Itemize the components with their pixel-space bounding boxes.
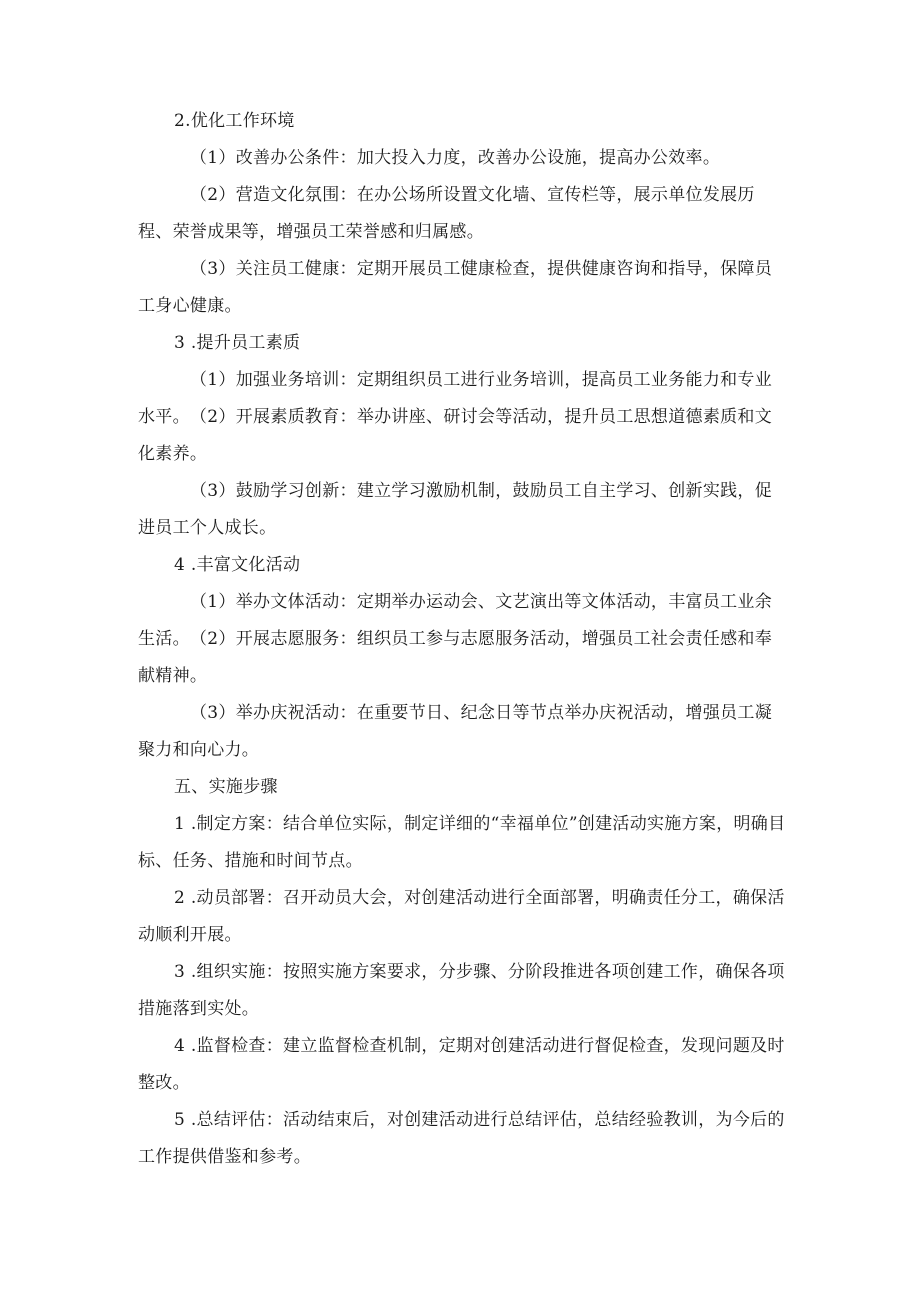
list-item-celebration: （3）举办庆祝活动：在重要节日、纪念日等节点举办庆祝活动，增强员工凝聚力和向心力。 xyxy=(138,703,773,760)
list-item-sports-activities: （1）举办文体活动：定期举办运动会、文艺演出等文体活动，丰富员工业余生活。 xyxy=(138,592,773,649)
list-item-learning-innovation: （3）鼓励学习创新：建立学习激励机制，鼓励员工自主学习、创新实践，促进员工个人成长。 xyxy=(138,481,773,538)
list-item-culture-atmosphere: （2）营造文化氛围：在办公场所设置文化墙、宣传栏等，展示单位发展历程、荣誉成果等，增强员工荣誉感和归属感。 xyxy=(138,185,755,242)
step-item-implement: 3 .组织实施：按照实施方案要求，分步骤、分阶段推进各项创建工作，确保各项措施落到实处。 xyxy=(138,962,785,1019)
step-item-mobilize: 2 .动员部署：召开动员大会，对创建活动进行全面部署，明确责任分工，确保活动顺利开展。 xyxy=(138,888,785,945)
list-item-business-training: （1）加强业务培训：定期组织员工进行业务培训，提高员工业务能力和专业水平。 xyxy=(138,370,773,427)
list-item-quality-education: （2）开展素质教育：举办讲座、研讨会等活动，提升员工思想道德素质和文化素养。 xyxy=(138,407,773,464)
step-item-supervise: 4 .监督检查：建立监督检查机制，定期对创建活动进行督促检查，发现问题及时整改。 xyxy=(138,1036,785,1093)
section-heading-improve-quality: 3 .提升员工素质 xyxy=(174,333,301,353)
list-item-employee-health: （3）关注员工健康：定期开展员工健康检查，提供健康咨询和指导，保障员工身心健康。 xyxy=(138,259,773,316)
list-item-volunteer-service: （2）开展志愿服务：组织员工参与志愿服务活动，增强员工社会责任感和奉献精神。 xyxy=(138,629,773,686)
section-heading-optimize-environment: 2.优化工作环境 xyxy=(174,111,295,131)
section-heading-implementation-steps: 五、实施步骤 xyxy=(174,777,278,797)
step-item-plan: 1 .制定方案：结合单位实际，制定详细的“幸福单位”创建活动实施方案，明确目标、任务、措施和时间节点。 xyxy=(138,814,786,871)
step-item-evaluate: 5 .总结评估：活动结束后，对创建活动进行总结评估，总结经验教训，为今后的工作提供借鉴和参考。 xyxy=(138,1110,785,1167)
list-item-office-conditions: （1）改善办公条件：加大投入力度，改善办公设施，提高办公效率。 xyxy=(190,148,721,168)
section-heading-culture-activities: 4 .丰富文化活动 xyxy=(174,555,301,575)
